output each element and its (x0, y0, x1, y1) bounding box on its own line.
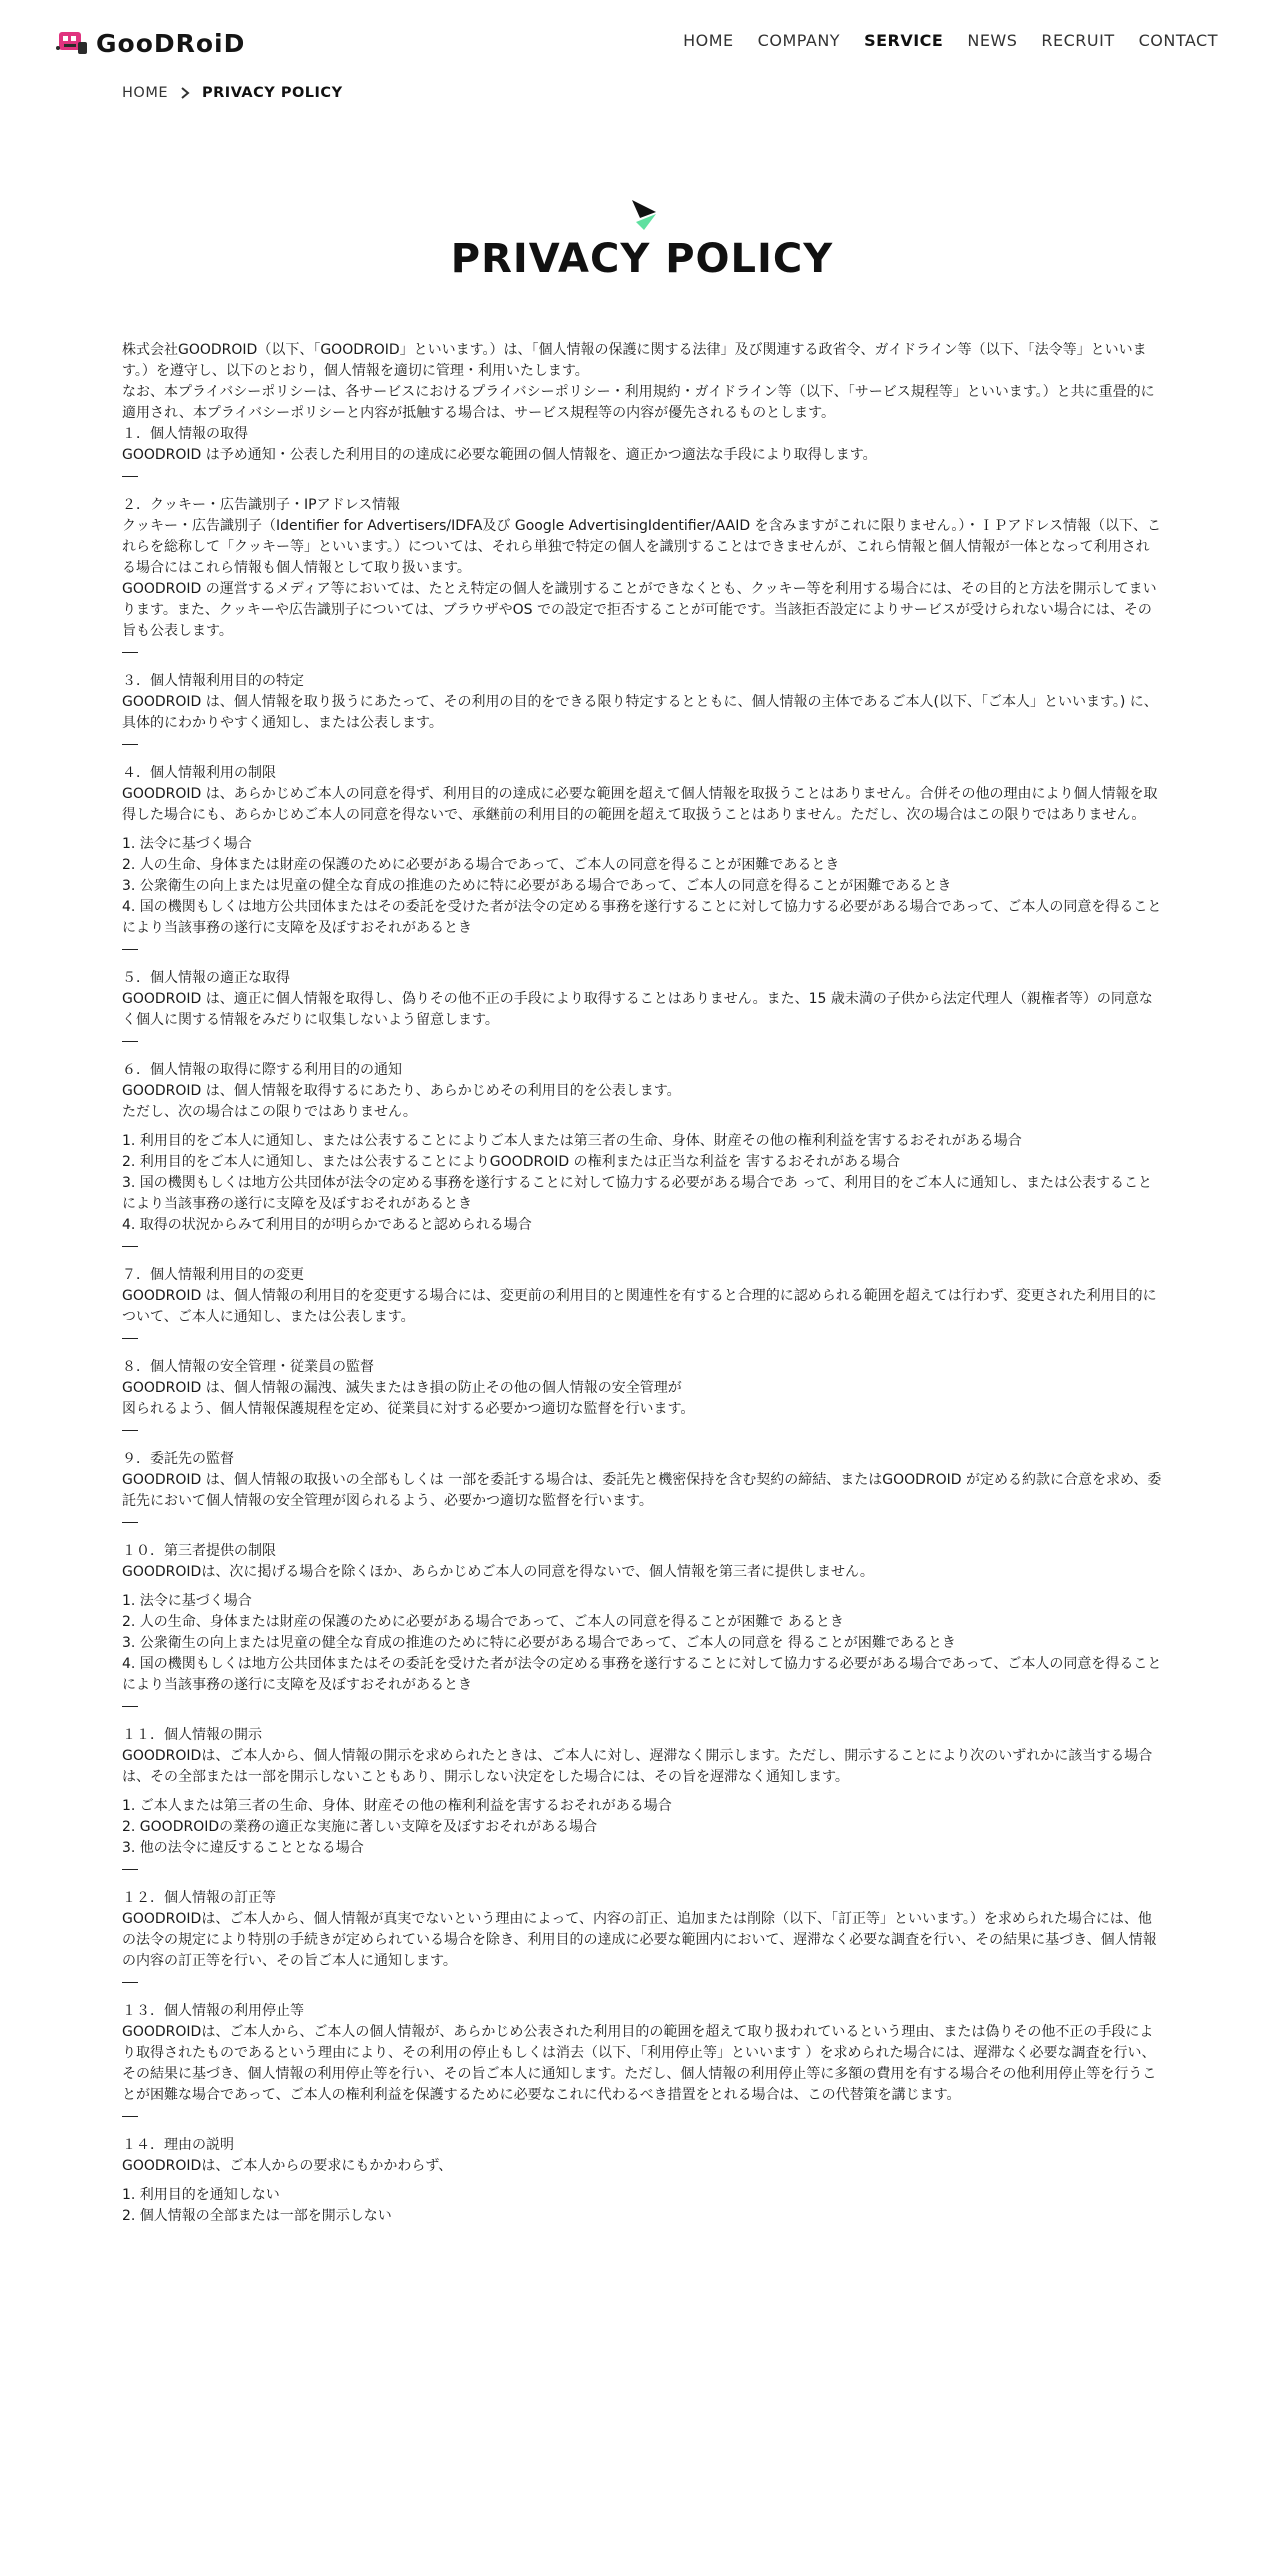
policy-section (122, 1541, 1162, 1707)
section-divider (122, 1041, 138, 1042)
section-heading: １０．第三者提供の制限 (122, 1543, 276, 1559)
section-paragraph: GOODROID の運営するメディア等においては、たとえ特定の個人を識別することができなくとも、クッキー等を利用する場合には、その目的と方法を開示してまいります。また、クッキーや広告識別子については、ブラウザやOS での設定で拒否することが可能です。当該拒否設定によりサービスが受けられない場合には、その旨も公表します。 (122, 581, 1157, 639)
policy-section (122, 2135, 1162, 2227)
nav-home[interactable]: HOME (683, 31, 734, 50)
section-body (122, 2022, 1162, 2106)
global-nav (659, 31, 1218, 50)
policy-section (122, 1888, 1162, 1983)
section-divider (122, 1246, 138, 1247)
play-triangle-icon (622, 196, 662, 232)
policy-section (122, 1357, 1162, 1431)
intro-line: なお、本プライバシーポリシーは、各サービスにおけるプライバシーポリシー・利用規約・ガイドライン等（以下、「サービス規程等」といいます。）と共に重畳的に適用され、本プライバシーポリシーと内容が抵触する場合は、サービス規程等の内容が優先されるものとします。 (122, 384, 1155, 421)
logo-robot-icon (56, 28, 90, 58)
section-paragraph: GOODROID は、個人情報の取扱いの全部もしくは 一部を委託する場合は、委託先と機密保持を含む契約の締結、またはGOODROID が定める約款に合意を求め、委託先において個人情報の安全管理が図られるよう、必要かつ適切な監督を行います。 (122, 1472, 1162, 1509)
section-heading: １４．理由の説明 (122, 2137, 234, 2153)
section-heading: ８．個人情報の安全管理・従業員の監督 (122, 1359, 374, 1375)
section-divider (122, 1706, 138, 1707)
section-divider (122, 1522, 138, 1523)
section-body (122, 2156, 1162, 2177)
numbered-list (122, 1131, 1162, 1236)
breadcrumb-home[interactable]: HOME (122, 85, 168, 101)
list-item: 1. 利用目的をご本人に通知し、または公表することによりご本人または第三者の生命、身体、財産その他の権利利益を害するおそれがある場合 (122, 1133, 1022, 1149)
policy-section (122, 1449, 1162, 1523)
section-heading: ９．委託先の監督 (122, 1451, 234, 1467)
section-heading: ２．クッキー・広告識別子・IPアドレス情報 (122, 497, 401, 513)
section-heading: ５．個人情報の適正な取得 (122, 970, 290, 986)
list-item: 4. 取得の状況からみて利用目的が明らかであると認められる場合 (122, 1217, 532, 1233)
list-item: 2. 人の生命、身体または財産の保護のために必要がある場合であって、ご本人の同意を得ることが困難であるとき (122, 857, 840, 873)
section-body (122, 989, 1162, 1031)
section-heading: １３．個人情報の利用停止等 (122, 2003, 304, 2019)
section-body (122, 516, 1162, 642)
section-heading: ４．個人情報利用の制限 (122, 765, 276, 781)
section-paragraph: GOODROIDは、ご本人からの要求にもかかわらず、 (122, 2158, 453, 2174)
nav-news[interactable]: NEWS (967, 31, 1018, 50)
nav-service[interactable]: SERVICE (864, 31, 944, 50)
intro-line: 株式会社GOODROID（以下、「GOODROID」といいます。）は、「個人情報の保護に関する法律」及び関連する政省令、ガイドライン等（以下、「法令等」といいます。）を遵守し、以下のとおり，個人情報を適切に管理・利用いたします。 (122, 342, 1147, 379)
breadcrumb-current: PRIVACY POLICY (202, 85, 343, 101)
section-heading: １２．個人情報の訂正等 (122, 1890, 276, 1906)
intro-paragraph (122, 340, 1162, 424)
logo-text: GooDRoiD (96, 28, 246, 58)
policy-section (122, 1060, 1162, 1247)
section-paragraph: GOODROID は、適正に個人情報を取得し、偽りその他不正の手段により取得することはありません。また、15 歳未満の子供から法定代理人（親権者等）の同意なく個人に関する情報をみだりに収集しないよう留意します。 (122, 991, 1153, 1028)
section-body (122, 1746, 1162, 1788)
policy-sections (122, 424, 1162, 2227)
list-item: 3. 公衆衛生の向上または児童の健全な育成の推進のために特に必要がある場合であって、ご本人の同意を得ることが困難であるとき (122, 878, 952, 894)
section-paragraph: GOODROIDは、ご本人から、個人情報の開示を求められたときは、ご本人に対し、遅滞なく開示します。ただし、開示することにより次のいずれかに該当する場合は、その全部または一部を開示しないこともあり、開示しない決定をした場合には、その旨を遅滞なく通知します。 (122, 1748, 1153, 1785)
section-paragraph: GOODROID は、個人情報の利用目的を変更する場合には、変更前の利用目的と関連性を有すると合理的に認められる範囲を超えては行わず、変更された利用目的について、ご本人に通知し、または公表します。 (122, 1288, 1157, 1325)
section-paragraph: GOODROIDは、次に掲げる場合を除くほか、あらかじめご本人の同意を得ないで、個人情報を第三者に提供しません。 (122, 1564, 874, 1580)
section-divider (122, 652, 138, 653)
list-item: 2. 人の生命、身体または財産の保護のために必要がある場合であって、ご本人の同意を得ることが困難で あるとき (122, 1614, 844, 1630)
section-body (122, 692, 1162, 734)
section-body (122, 445, 1162, 466)
section-body (122, 1378, 1162, 1420)
policy-section (122, 2001, 1162, 2117)
numbered-list (122, 1591, 1162, 1696)
page-title: PRIVACY POLICY (450, 236, 834, 282)
title-block (0, 196, 1284, 284)
list-item: 2. 個人情報の全部または一部を開示しない (122, 2208, 392, 2224)
section-paragraph: クッキー・広告識別子（Identifier for Advertisers/IDFA及び Google AdvertisingIdentifier/AAID を含みますがこれに限りません。）・ＩＰアドレス情報（以下、これらを総称して「クッキー等」といいます。）については、それら単独で特定の個人を識別することはできませんが、これら情報と個人情報が一体となって利用される場合にはこれら情報も個人情報として取り扱います。 (122, 518, 1161, 576)
breadcrumb (122, 85, 343, 101)
section-divider (122, 949, 138, 950)
numbered-list (122, 2185, 1162, 2227)
section-paragraph: GOODROID は予め通知・公表した利用目的の達成に必要な範囲の個人情報を、適正かつ適法な手段により取得します。 (122, 447, 877, 463)
section-divider (122, 2116, 138, 2117)
list-item: 3. 国の機関もしくは地方公共団体が法令の定める事務を遂行することに対して協力する必要がある場合であ って、利用目的をご本人に通知し、または公表することにより当該事務の遂行に支障を及ぼすおそれがあるとき (122, 1175, 1152, 1212)
section-divider (122, 744, 138, 745)
section-paragraph: GOODROID は、あらかじめご本人の同意を得ず、利用目的の達成に必要な範囲を超えて個人情報を取扱うことはありません。合併その他の理由により個人情報を取得した場合にも、あらかじめご本人の同意を得ないで、承継前の利用目的の範囲を超えて取扱うことはありません。ただし、次の場合はこの限りではありません。 (122, 786, 1158, 823)
section-divider (122, 1982, 138, 1983)
policy-section (122, 671, 1162, 745)
policy-section (122, 1725, 1162, 1870)
section-divider (122, 1430, 138, 1431)
list-item: 1. 法令に基づく場合 (122, 836, 252, 852)
section-body (122, 1470, 1162, 1512)
section-paragraph: GOODROIDは、ご本人から、個人情報が真実でないという理由によって、内容の訂正、追加または削除（以下、「訂正等」といいます。）を求められた場合には、他の法令の規定により特別の手続きが定められている場合を除き、利用目的の達成に必要な範囲内において、遅滞なく必要な調査を行い、その結果に基づき、個人情報の内容の訂正等を行い、その旨ご本人に通知します。 (122, 1911, 1157, 1969)
section-body (122, 1286, 1162, 1328)
section-heading: ６．個人情報の取得に際する利用目的の通知 (122, 1062, 402, 1078)
section-paragraph: 図られるよう、個人情報保護規程を定め、従業員に対する必要かつ適切な監督を行います。 (122, 1401, 695, 1417)
list-item: 4. 国の機関もしくは地方公共団体またはその委託を受けた者が法令の定める事務を遂行することに対して協力する必要がある場合であって、ご本人の同意を得ることにより当該事務の遂行に支障を及ぼすおそれがあるとき (122, 1656, 1162, 1693)
list-item: 4. 国の機関もしくは地方公共団体またはその委託を受けた者が法令の定める事務を遂行することに対して協力する必要がある場合であって、ご本人の同意を得ることにより当該事務の遂行に支障を及ぼすおそれがあるとき (122, 899, 1162, 936)
list-item: 1. ご本人または第三者の生命、身体、財産その他の権利利益を害するおそれがある場合 (122, 1798, 672, 1814)
policy-content (122, 340, 1162, 2231)
policy-section (122, 424, 1162, 477)
policy-section (122, 1265, 1162, 1339)
section-body (122, 1562, 1162, 1583)
chevron-right-icon (178, 86, 192, 100)
policy-section (122, 968, 1162, 1042)
section-divider (122, 1338, 138, 1339)
nav-recruit[interactable]: RECRUIT (1041, 31, 1115, 50)
list-item: 2. 利用目的をご本人に通知し、または公表することによりGOODROID の権利または正当な利益を 害するおそれがある場合 (122, 1154, 901, 1170)
policy-section (122, 495, 1162, 653)
section-body (122, 784, 1162, 826)
section-paragraph: GOODROID は、個人情報を取り扱うにあたって、その利用の目的をできる限り特定するとともに、個人情報の主体であるご本人(以下、「ご本人」といいます。) に、具体的にわかりやすく通知し、または公表します。 (122, 694, 1158, 731)
section-divider (122, 476, 138, 477)
nav-company[interactable]: COMPANY (757, 31, 841, 50)
goodroid-logo[interactable] (56, 26, 245, 60)
numbered-list (122, 1796, 1162, 1859)
section-body (122, 1909, 1162, 1972)
numbered-list (122, 834, 1162, 939)
section-paragraph: GOODROIDは、ご本人から、ご本人の個人情報が、あらかじめ公表された利用目的の範囲を超えて取り扱われているという理由、または偽りその他不正の手段により取得されたものであるという理由により、その利用の停止もしくは消去（以下、「利用停止等」といいます ）を求められた場合には、遅滞なく必要な調査を行い、その結果に基づき、個人情報の利用停止等を行い、その旨ご本人に通知します。ただし、個人情報の利用停止等に多額の費用を有する場合その他利用停止等を行うことが困難な場合であって、ご本人の権利利益を保護するために必要なこれに代わるべき措置をとれる場合は、この代替策を講じます。 (122, 2024, 1157, 2103)
list-item: 3. 公衆衛生の向上または児童の健全な育成の推進のために特に必要がある場合であって、ご本人の同意を 得ることが困難であるとき (122, 1635, 956, 1651)
section-paragraph: GOODROID は、個人情報を取得するにあたり、あらかじめその利用目的を公表します。 (122, 1083, 681, 1099)
list-item: 2. GOODROIDの業務の適正な実施に著しい支障を及ぼすおそれがある場合 (122, 1819, 598, 1835)
section-paragraph: ただし、次の場合はこの限りではありません。 (122, 1104, 417, 1120)
list-item: 1. 利用目的を通知しない (122, 2187, 280, 2203)
section-heading: １１．個人情報の開示 (122, 1727, 262, 1743)
list-item: 1. 法令に基づく場合 (122, 1593, 252, 1609)
section-body (122, 1081, 1162, 1123)
section-paragraph: GOODROID は、個人情報の漏洩、滅失またはき損の防止その他の個人情報の安全管理が (122, 1380, 682, 1396)
section-divider (122, 1869, 138, 1870)
section-heading: １．個人情報の取得 (122, 426, 248, 442)
list-item: 3. 他の法令に違反することとなる場合 (122, 1840, 364, 1856)
section-heading: ７．個人情報利用目的の変更 (122, 1267, 304, 1283)
policy-section (122, 763, 1162, 950)
site-header (0, 0, 1284, 84)
nav-contact[interactable]: CONTACT (1138, 31, 1218, 50)
section-heading: ３．個人情報利用目的の特定 (122, 673, 304, 689)
